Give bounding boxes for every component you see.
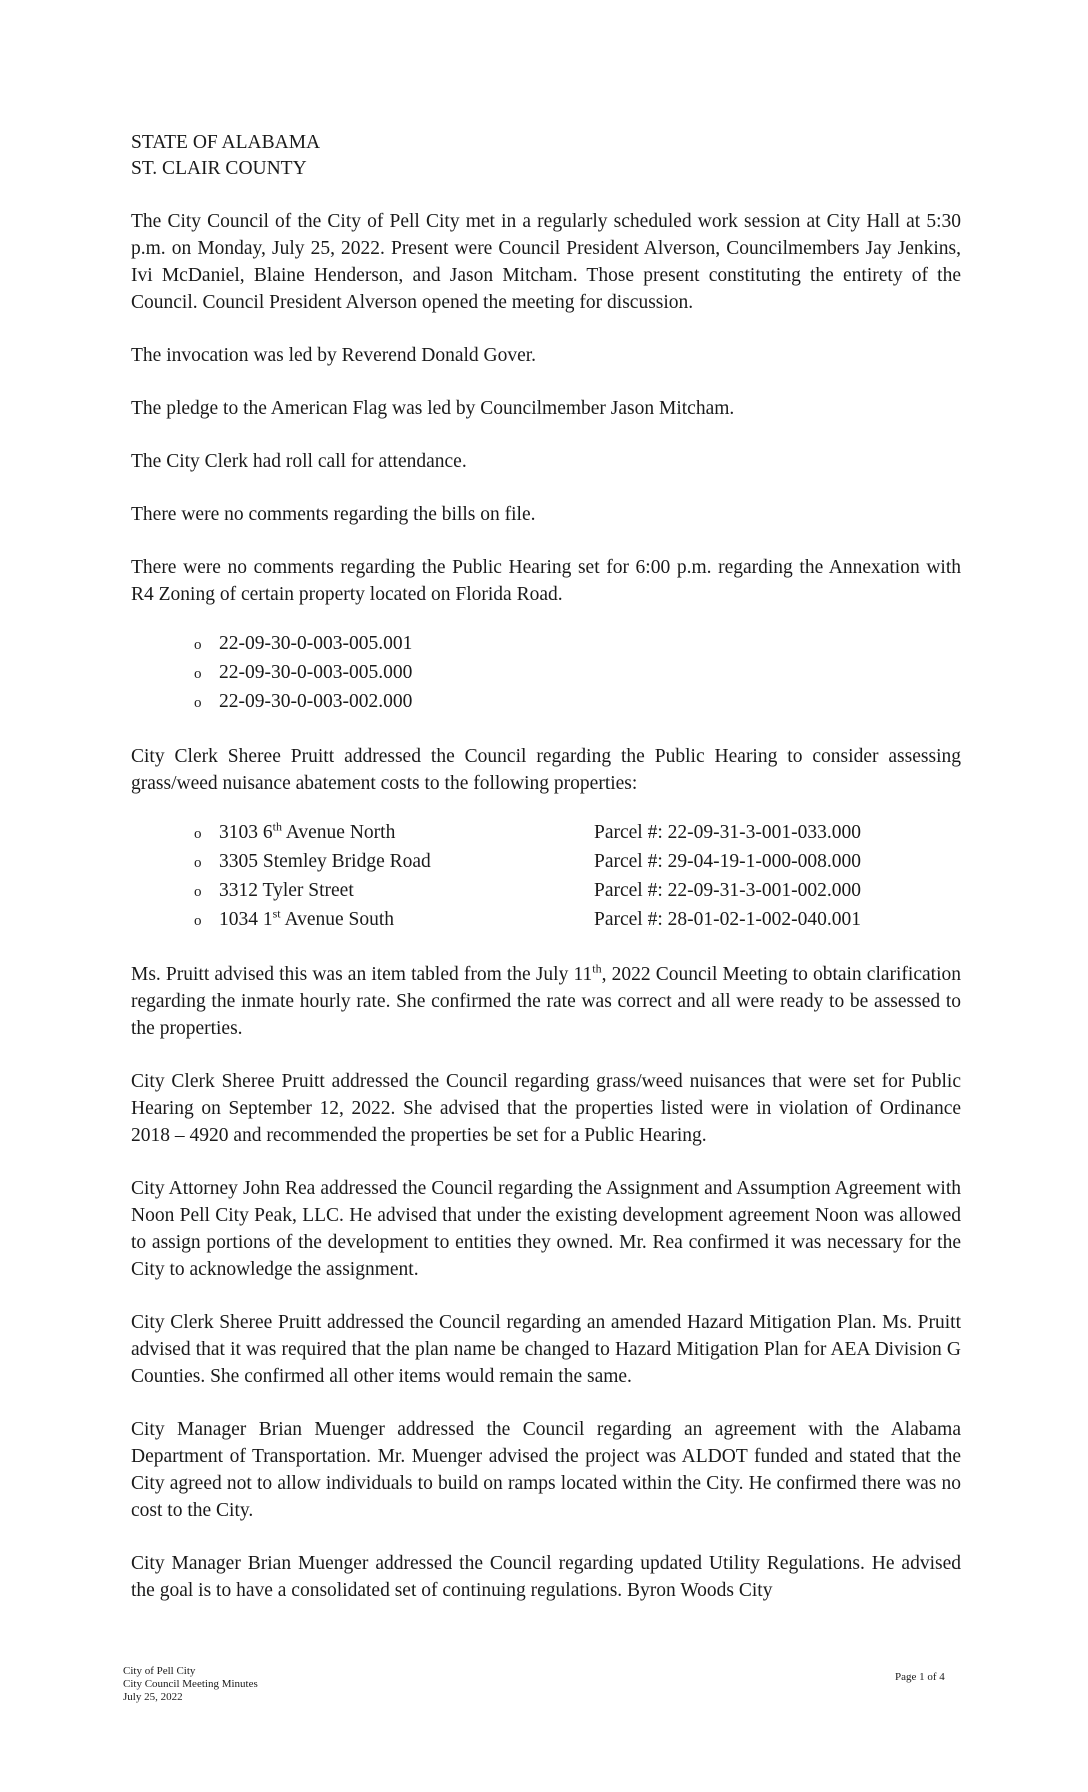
list-item	[194, 630, 961, 659]
pledge-paragraph: The pledge to the American Flag was led by Councilmember Jason Mitcham.	[131, 398, 735, 419]
bullet-icon: o	[194, 884, 202, 900]
utility-regulations-paragraph: City Manager Brian Muenger addressed the Council regarding updated Utility Regulations. He advised the goal is to have a consolidated set of continuing regulations. Byron Woods City	[131, 1553, 961, 1601]
hazard-mitigation-paragraph: City Clerk Sheree Pruitt addressed the Council regarding an amended Hazard Mitigation Plan. Ms. Pruitt advised that it was required that the plan name be changed to Hazard Mitigation Plan for AEA Division G Counties. She confirmed all other items would remain the same.	[131, 1312, 961, 1387]
aldot-agreement-paragraph: City Manager Brian Muenger addressed the Council regarding an agreement with the Alabama Department of Transportation. Mr. Muenger advised the project was ALDOT funded and stated that the City agreed not to allow individuals to build on ramps located within the City. He confirmed there was no cost to the City.	[131, 1419, 961, 1521]
nuisance-hearing-paragraph: City Clerk Sheree Pruitt addressed the Council regarding the Public Hearing to consider assessing grass/weed nuisance abatement costs to the following properties:	[131, 746, 961, 794]
property-table	[194, 819, 861, 935]
footer-city: City of Pell City	[123, 1665, 196, 1677]
county-heading: ST. CLAIR COUNTY	[131, 158, 307, 179]
assignment-agreement-paragraph: City Attorney John Rea addressed the Council regarding the Assignment and Assumption Agreement with Noon Pell City Peak, LLC. He advised that under the existing development agreement Noon was allowed to assign portions of the development to entities they owned. Mr. Rea confirmed it was necessary for the City to acknowledge the assignment.	[131, 1178, 961, 1280]
bullet-icon: o	[194, 695, 202, 711]
property-address: o 3305 Stemley Bridge Road	[194, 848, 594, 877]
state-heading: STATE OF ALABAMA	[131, 132, 321, 153]
table-row	[194, 877, 861, 906]
parcel-number: 22-09-30-0-003-002.000	[219, 691, 413, 712]
bullet-icon: o	[194, 826, 202, 842]
annexation-parcel-list	[131, 630, 961, 717]
table-row	[194, 848, 861, 877]
property-parcel: Parcel #: 22-09-31-3-001-033.000	[594, 822, 861, 843]
grass-weed-paragraph: City Clerk Sheree Pruitt addressed the Council regarding grass/weed nuisances that were set for Public Hearing on September 12, 2022. She advised that the properties listed were in violation of Ordinance 2018 – 4920 and recommended the properties be set for a Public Hearing.	[131, 1071, 961, 1146]
property-parcel: Parcel #: 22-09-31-3-001-002.000	[594, 880, 861, 901]
parcel-number: 22-09-30-0-003-005.001	[219, 633, 413, 654]
document-heading	[131, 130, 961, 182]
invocation-paragraph: The invocation was led by Reverend Donald Gover.	[131, 345, 537, 366]
footer-info	[123, 1665, 258, 1704]
bullet-icon: o	[194, 637, 202, 653]
bullet-icon: o	[194, 913, 202, 929]
table-row	[194, 906, 861, 935]
bullet-icon: o	[194, 666, 202, 682]
table-row	[194, 819, 861, 848]
footer-date: July 25, 2022	[123, 1691, 183, 1703]
property-address: o 3312 Tyler Street	[194, 877, 594, 906]
property-parcel: Parcel #: 29-04-19-1-000-008.000	[594, 851, 861, 872]
bills-paragraph: There were no comments regarding the bills on file.	[131, 504, 536, 525]
roll-call-paragraph: The City Clerk had roll call for attendance.	[131, 451, 467, 472]
footer-document-title: City Council Meeting Minutes	[123, 1678, 258, 1690]
bullet-icon: o	[194, 855, 202, 871]
annexation-paragraph: There were no comments regarding the Public Hearing set for 6:00 p.m. regarding the Annexation with R4 Zoning of certain property located on Florida Road.	[131, 557, 961, 605]
document-body	[131, 130, 961, 1630]
property-address: o 3103 6th Avenue North	[194, 819, 594, 848]
opening-paragraph: The City Council of the City of Pell City met in a regularly scheduled work session at City Hall at 5:30 p.m. on Monday, July 25, 2022. Present were Council President Alverson, Councilmembers Jay Jenkins, Ivi McDaniel, Blaine Henderson, and Jason Mitcham. Those present constituting the entirety of the Council. Council President Alverson opened the meeting for discussion.	[131, 211, 961, 313]
property-address: o 1034 1st Avenue South	[194, 906, 594, 935]
page-number: Page 1 of 4	[895, 1671, 945, 1683]
tabled-item-paragraph: Ms. Pruitt advised this was an item tabled from the July 11th, 2022 Council Meeting to obtain clarification regarding the inmate hourly rate. She confirmed the rate was correct and all were ready to be assessed to the properties.	[131, 961, 961, 1039]
parcel-number: 22-09-30-0-003-005.000	[219, 662, 413, 683]
property-parcel: Parcel #: 28-01-02-1-002-040.001	[594, 909, 861, 930]
list-item	[194, 688, 961, 717]
list-item	[194, 659, 961, 688]
